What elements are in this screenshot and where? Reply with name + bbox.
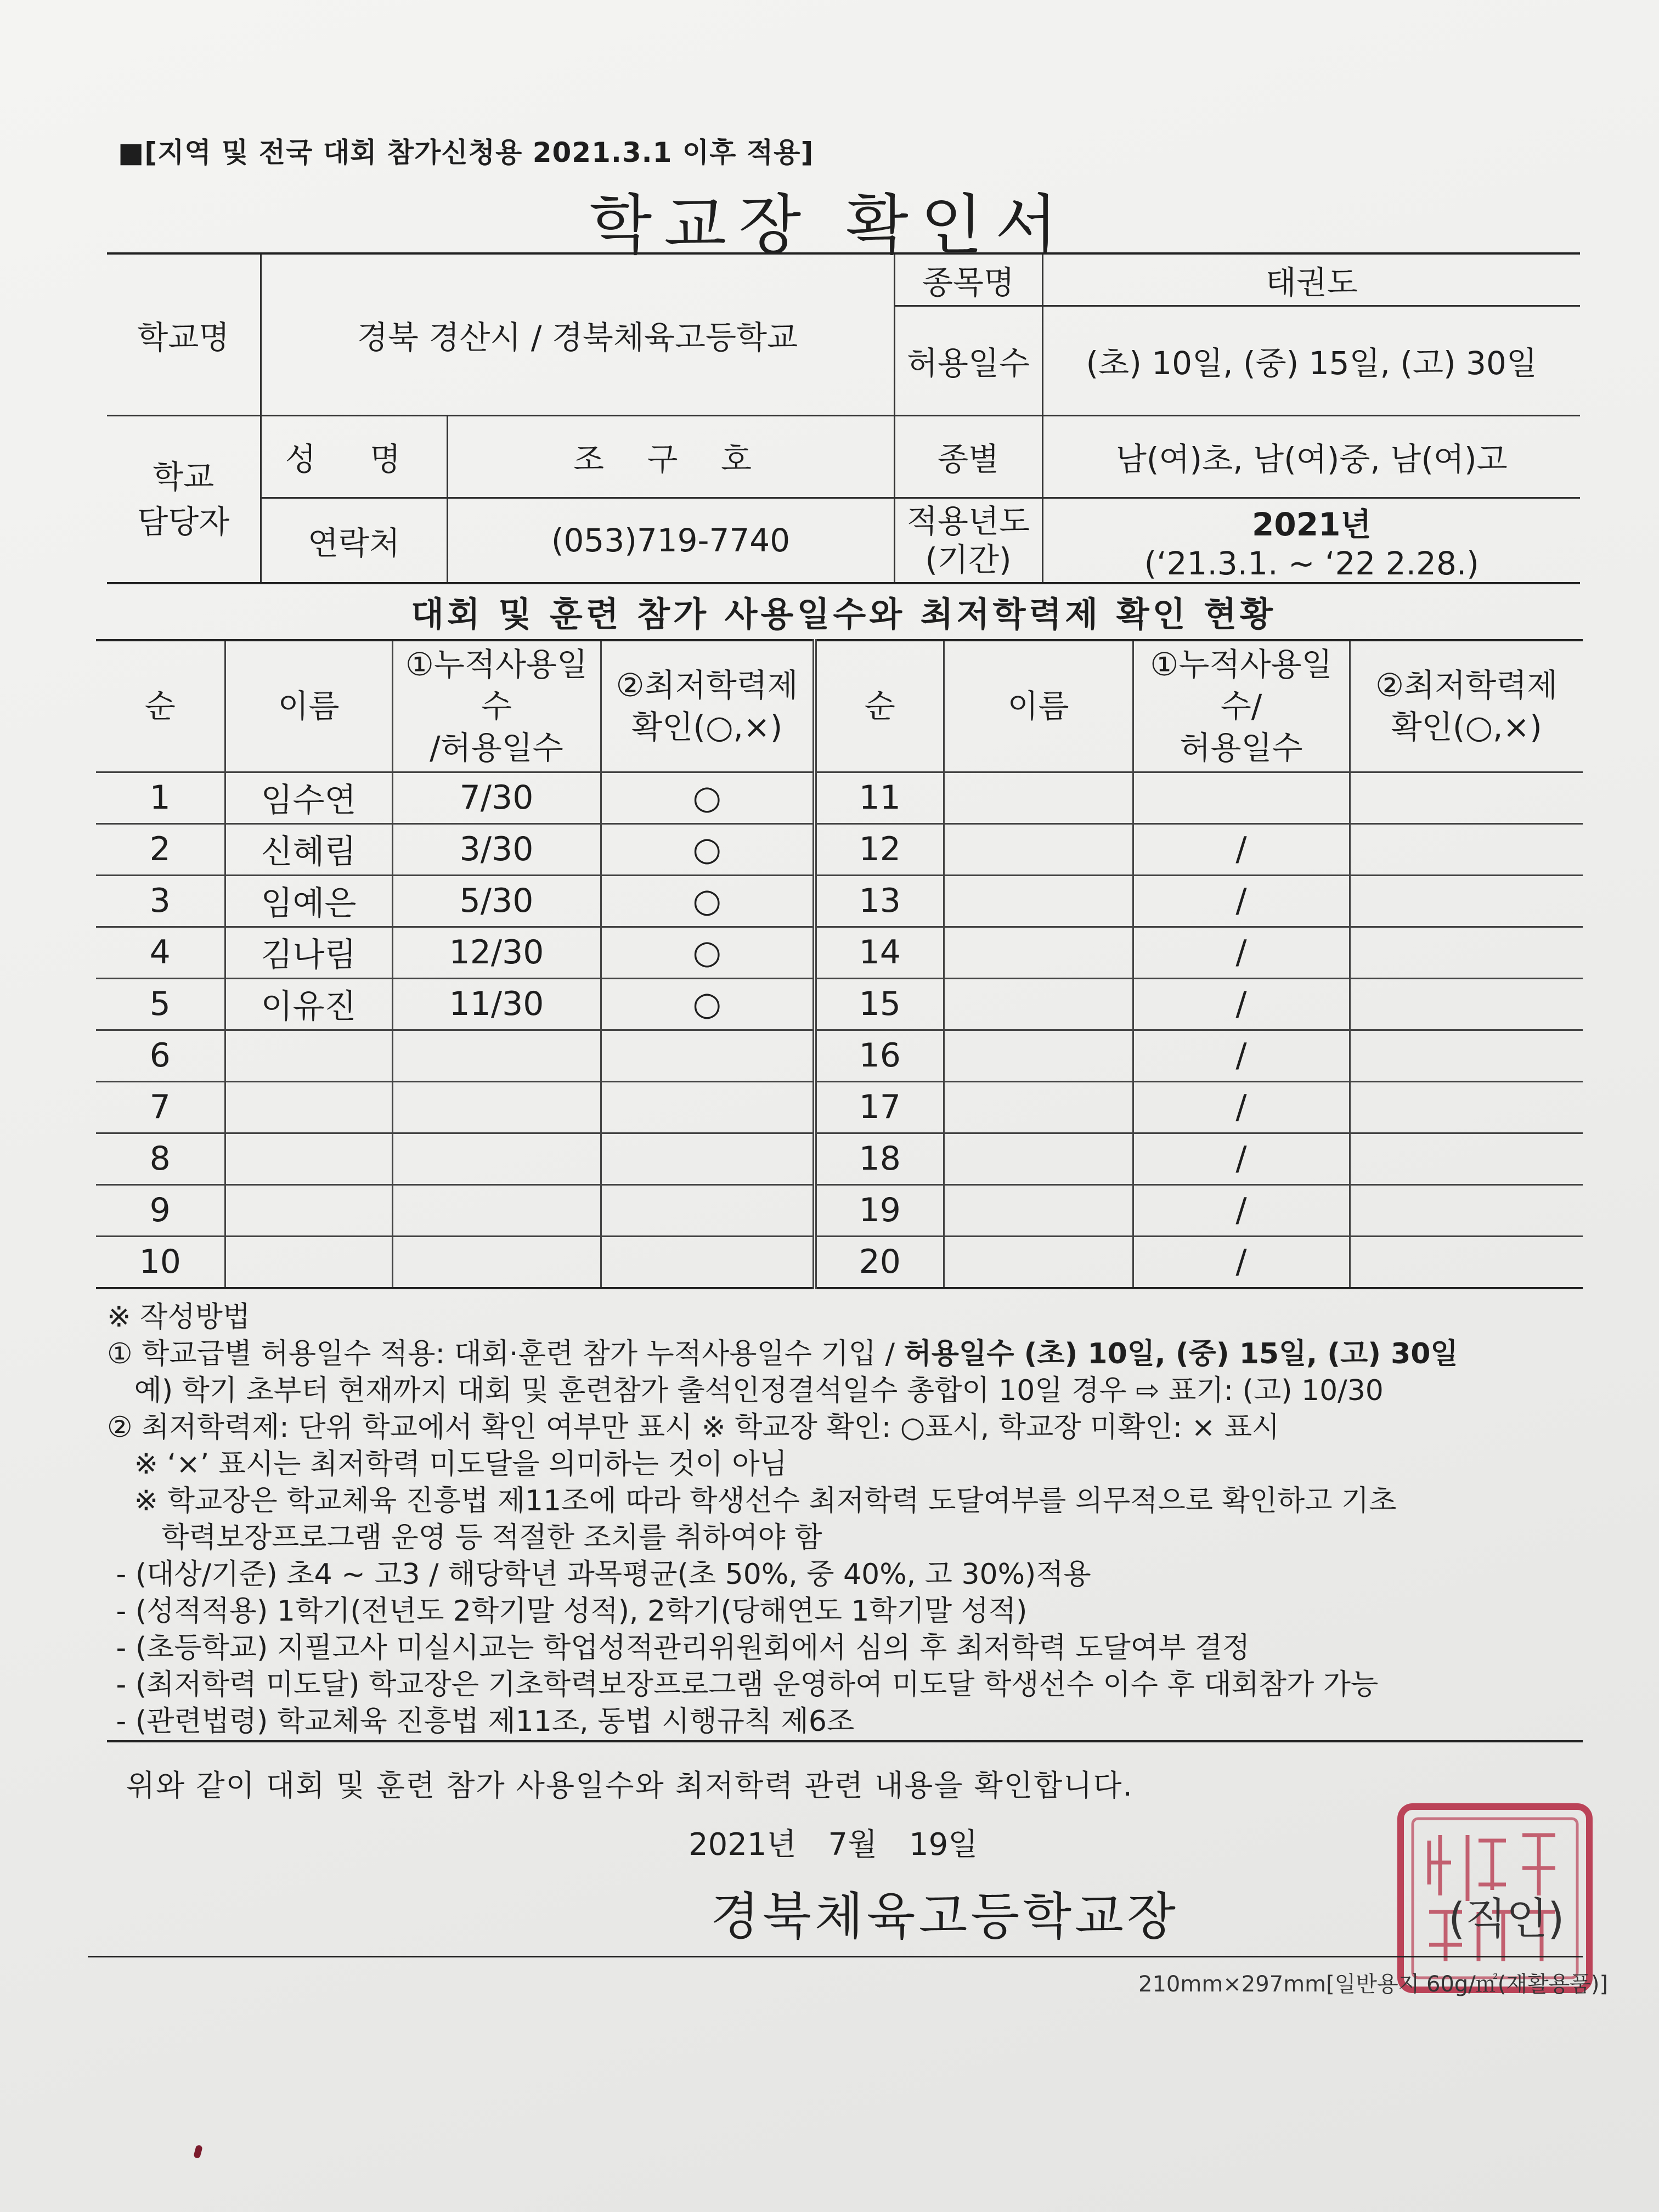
academic-check: ○ — [601, 927, 815, 978]
row-no: 11 — [815, 772, 944, 823]
allowed-days-value: (초) 10일, (중) 15일, (고) 30일 — [1042, 306, 1580, 415]
row-no: 13 — [815, 875, 944, 927]
days-used — [392, 1081, 601, 1133]
instruction-line: - (관련법령) 학교체육 진흥법 제11조, 동법 시행규칙 제6조 — [107, 1705, 855, 1738]
days-used — [392, 1236, 601, 1288]
days-used: / — [1133, 978, 1350, 1030]
year-cell — [1042, 498, 1580, 583]
table-row — [96, 1236, 1583, 1288]
document-title: 학교장 확인서 — [589, 187, 1070, 263]
days-used: / — [1133, 875, 1350, 927]
contact-label: 연락처 — [261, 498, 447, 583]
athlete-name: 신혜림 — [225, 823, 392, 875]
instruction-line: - (대상/기준) 초4 ~ 고3 / 해당학년 과목평균(초 50%, 중 40%, 고 30%)적용 — [107, 1558, 1091, 1591]
athlete-name — [944, 1236, 1133, 1288]
athlete-roster-table — [96, 639, 1583, 1289]
principal-signature: 경북체육고등학교장 — [710, 1887, 1179, 1946]
athlete-name — [225, 1081, 392, 1133]
instruction-line: ※ 학교장은 학교체육 진흥법 제11조에 따라 학생선수 최저학력 도달여부를 의무적으로 확인하고 기초 — [107, 1485, 1397, 1517]
school-name-label: 학교명 — [107, 253, 261, 415]
days-used: 11/30 — [392, 978, 601, 1030]
athlete-name — [944, 1030, 1133, 1081]
row-no: 3 — [96, 875, 225, 927]
form-usage-note: ■[지역 및 전국 대회 참가신청용 2021.3.1 이후 적용] — [118, 137, 814, 168]
athlete-name — [225, 1184, 392, 1236]
academic-check — [1350, 823, 1583, 875]
col-no-right: 순 — [815, 640, 944, 772]
school-name-value: 경북 경산시 / 경북체육고등학교 — [261, 253, 894, 415]
athlete-name — [944, 1184, 1133, 1236]
table-row — [96, 1184, 1583, 1236]
academic-check — [1350, 1081, 1583, 1133]
row-no: 16 — [815, 1030, 944, 1081]
row-no: 7 — [96, 1081, 225, 1133]
academic-check — [1350, 978, 1583, 1030]
category-value: 남(여)초, 남(여)중, 남(여)고 — [1042, 415, 1580, 498]
row-no: 15 — [815, 978, 944, 1030]
instruction-line: ※ ‘×’ 표시는 최저학력 미도달을 의미하는 것이 아님 — [107, 1448, 787, 1481]
instruction-line: - (초등학교) 지필고사 미실시교는 학업성적관리위원회에서 심의 후 최저학력 도달여부 결정 — [107, 1632, 1250, 1664]
days-used — [392, 1184, 601, 1236]
row-no: 9 — [96, 1184, 225, 1236]
days-used: / — [1133, 1184, 1350, 1236]
athlete-name — [944, 927, 1133, 978]
instruction-line: ② 최저학력제: 단위 학교에서 확인 여부만 표시 ※ 학교장 확인: ○표시, 학교장 미확인: × 표시 — [107, 1411, 1280, 1444]
row-no: 14 — [815, 927, 944, 978]
row-no: 6 — [96, 1030, 225, 1081]
paper-spec-footer: 210mm×297mm[일반용지 60g/㎡(재활용품)] — [1138, 1972, 1609, 1997]
year-period: (‘21.3.1. ~ ‘22 2.28.) — [1144, 544, 1479, 582]
instruction-line: 예) 학기 초부터 현재까지 대회 및 훈련참가 출석인정결석일수 총합이 10일 경우 ⇨ 표기: (고) 10/30 — [107, 1374, 1384, 1407]
seal-label: (직인) — [1448, 1894, 1565, 1944]
contact-value: (053)719-7740 — [447, 498, 894, 583]
col-academic-right: ②최저학력제 확인(○,×) — [1350, 640, 1583, 772]
row-no: 4 — [96, 927, 225, 978]
athlete-name — [944, 772, 1133, 823]
instruction-line: - (성적적용) 1학기(전년도 2학기말 성적), 2학기(당해연도 1학기말 성적) — [107, 1595, 1028, 1628]
row-no: 1 — [96, 772, 225, 823]
manager-label: 학교 담당자 — [107, 415, 261, 583]
days-used: / — [1133, 1030, 1350, 1081]
sport-value: 태권도 — [1042, 253, 1580, 306]
athlete-name — [225, 1236, 392, 1288]
academic-check — [1350, 772, 1583, 823]
instruction-bold: 허용일수 (초) 10일, (중) 15일, (고) 30일 — [904, 1338, 1458, 1370]
roster-title: 대회 및 훈련 참가 사용일수와 최저학력제 확인 현황 — [411, 594, 1276, 634]
contact-name-label: 성 명 — [261, 415, 447, 498]
col-days-left: ①누적사용일수 /허용일수 — [392, 640, 601, 772]
academic-check — [601, 1184, 815, 1236]
academic-check — [601, 1081, 815, 1133]
row-no: 8 — [96, 1133, 225, 1184]
academic-check: ○ — [601, 772, 815, 823]
athlete-name: 이유진 — [225, 978, 392, 1030]
athlete-name: 임수연 — [225, 772, 392, 823]
year-label: 적용년도 (기간) — [894, 498, 1042, 583]
days-used: / — [1133, 1133, 1350, 1184]
col-academic-left: ②최저학력제 확인(○,×) — [601, 640, 815, 772]
days-used: 5/30 — [392, 875, 601, 927]
row-no: 20 — [815, 1236, 944, 1288]
days-used — [1133, 772, 1350, 823]
athlete-name: 임예은 — [225, 875, 392, 927]
athlete-name: 김나림 — [225, 927, 392, 978]
table-row — [96, 1081, 1583, 1133]
days-used: / — [1133, 823, 1350, 875]
col-name-right: 이름 — [944, 640, 1133, 772]
table-row — [96, 875, 1583, 927]
academic-check — [1350, 1236, 1583, 1288]
year-value: 2021년 — [1252, 505, 1372, 543]
academic-check — [1350, 927, 1583, 978]
academic-check — [1350, 1133, 1583, 1184]
instructions — [107, 1299, 1588, 1740]
table-row — [96, 1133, 1583, 1184]
row-no: 17 — [815, 1081, 944, 1133]
col-no-left: 순 — [96, 640, 225, 772]
days-used — [392, 1133, 601, 1184]
row-no: 12 — [815, 823, 944, 875]
days-used: 3/30 — [392, 823, 601, 875]
athlete-name — [944, 823, 1133, 875]
instruction-line: - (최저학력 미도달) 학교장은 기초학력보장프로그램 운영하여 미도달 학생선수 이수 후 대회참가 가능 — [107, 1668, 1379, 1701]
academic-check: ○ — [601, 978, 815, 1030]
days-used — [392, 1030, 601, 1081]
row-no: 19 — [815, 1184, 944, 1236]
days-used: / — [1133, 1236, 1350, 1288]
athlete-name — [944, 978, 1133, 1030]
issue-date: 2021년 7월 19일 — [689, 1827, 978, 1863]
row-no: 18 — [815, 1133, 944, 1184]
academic-check: ○ — [601, 875, 815, 927]
category-label: 종별 — [894, 415, 1042, 498]
instruction-line: 학력보장프로그램 운영 등 적절한 조치를 취하여야 함 — [107, 1521, 822, 1554]
contact-name-value: 조 구 호 — [447, 415, 894, 498]
col-days-right: ①누적사용일수/ 허용일수 — [1133, 640, 1350, 772]
sport-label: 종목명 — [894, 253, 1042, 306]
table-row — [96, 772, 1583, 823]
academic-check: ○ — [601, 823, 815, 875]
athlete-name — [944, 1133, 1133, 1184]
days-used: 12/30 — [392, 927, 601, 978]
table-row — [96, 1030, 1583, 1081]
school-info-table — [107, 252, 1580, 584]
row-no: 2 — [96, 823, 225, 875]
bottom-divider — [88, 1956, 1583, 1957]
ink-mark — [193, 2145, 203, 2159]
allowed-days-label: 허용일수 — [894, 306, 1042, 415]
instructions-heading: ※ 작성방법 — [107, 1301, 251, 1334]
col-name-left: 이름 — [225, 640, 392, 772]
row-no: 5 — [96, 978, 225, 1030]
academic-check — [1350, 1030, 1583, 1081]
row-no: 10 — [96, 1236, 225, 1288]
athlete-name — [225, 1133, 392, 1184]
days-used: / — [1133, 927, 1350, 978]
confirmation-statement: 위와 같이 대회 및 훈련 참가 사용일수와 최저학력 관련 내용을 확인합니다. — [126, 1768, 1133, 1803]
instruction-text: ① 학교급별 허용일수 적용: 대회·훈련 참가 누적사용일수 기입 / — [107, 1338, 904, 1370]
academic-check — [1350, 875, 1583, 927]
athlete-name — [225, 1030, 392, 1081]
days-used: 7/30 — [392, 772, 601, 823]
days-used: / — [1133, 1081, 1350, 1133]
table-row — [96, 823, 1583, 875]
instruction-line — [107, 1336, 1588, 1373]
table-row — [96, 978, 1583, 1030]
academic-check — [1350, 1184, 1583, 1236]
table-row — [96, 927, 1583, 978]
academic-check — [601, 1133, 815, 1184]
academic-check — [601, 1236, 815, 1288]
athlete-name — [944, 875, 1133, 927]
athlete-name — [944, 1081, 1133, 1133]
academic-check — [601, 1030, 815, 1081]
divider — [107, 1740, 1583, 1742]
